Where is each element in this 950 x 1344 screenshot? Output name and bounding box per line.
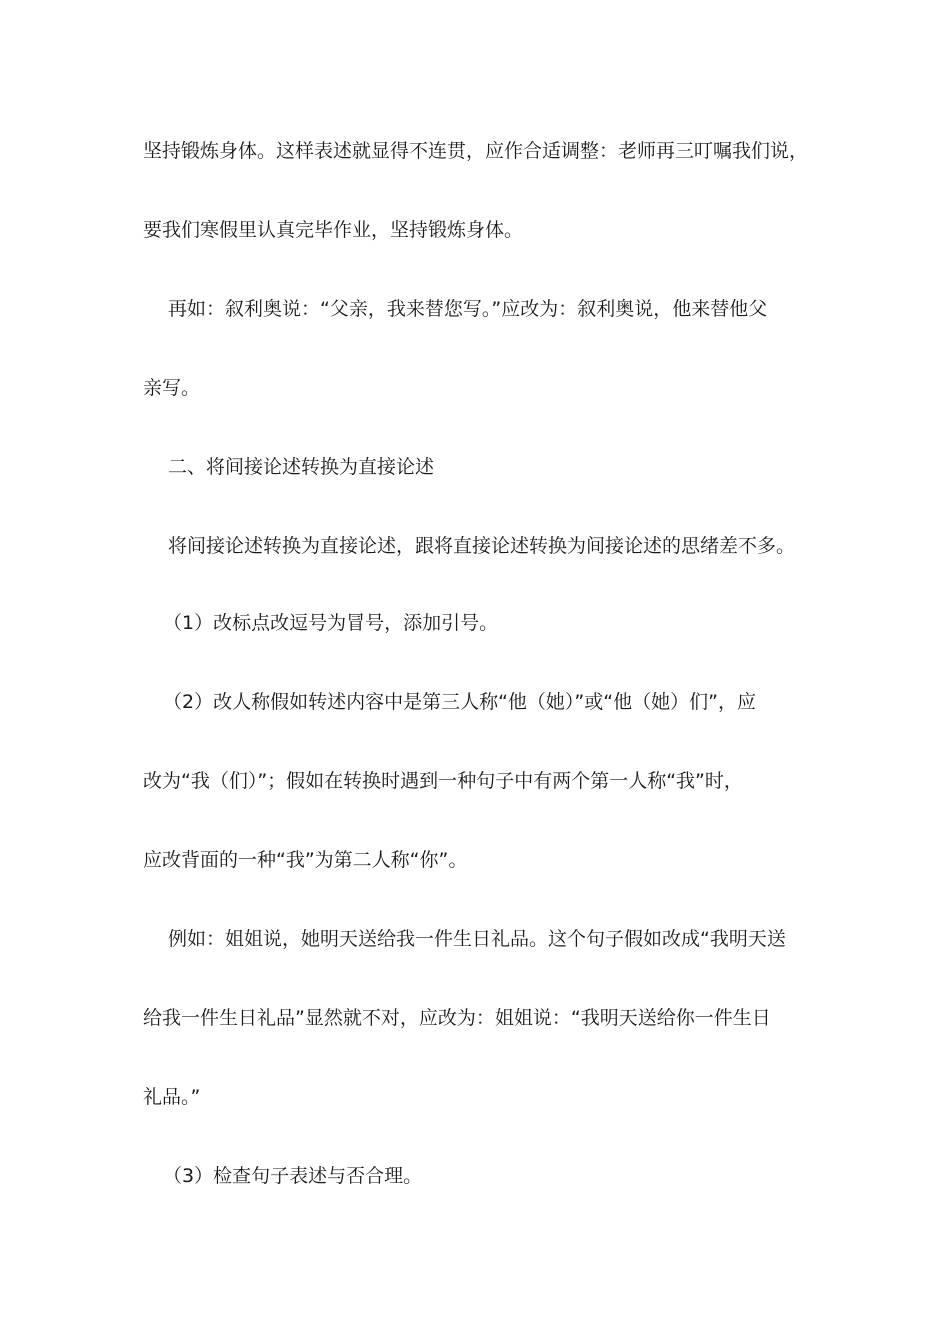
paragraph-line: 将间接论述转换为直接论述，跟将直接论述转换为间接论述的思绪差不多。 [168,535,796,557]
paragraph-line: 改为“我（们）”；假如在转换时遇到一种句子中有两个第一人称“我”时， [143,770,743,792]
paragraph-line: 给我一件生日礼品”显然就不对，应改为：姐姐说：“我明天送给你一件生日 [143,1007,771,1029]
list-item-line: （1）改标点改逗号为冒号，添加引号。 [163,612,499,634]
paragraph-line: 礼品。” [143,1086,201,1108]
paragraph-line: 再如：叙利奥说：“父亲，我来替您写。”应改为：叙利奥说，他来替他父 [168,298,768,320]
paragraph-line: 应改背面的一种“我”为第二人称“你”。 [143,849,468,871]
paragraph-line: 要我们寒假里认真完毕作业，坚持锻炼身体。 [143,219,524,241]
list-item-line: （3）检查句子表述与否合理。 [163,1165,423,1187]
section-heading: 二、将间接论述转换为直接论述 [168,456,435,478]
list-item-line: （2）改人称假如转述内容中是第三人称“他（她）”或“他（她）们”，应 [163,691,756,713]
paragraph-line: 亲写。 [143,377,201,399]
paragraph-line: 坚持锻炼身体。这样表述就显得不连贯，应作合适调整：老师再三叮嘱我们说， [143,140,809,162]
paragraph-line: 例如：姐姐说，她明天送给我一件生日礼品。这个句子假如改成“我明天送 [168,928,786,950]
